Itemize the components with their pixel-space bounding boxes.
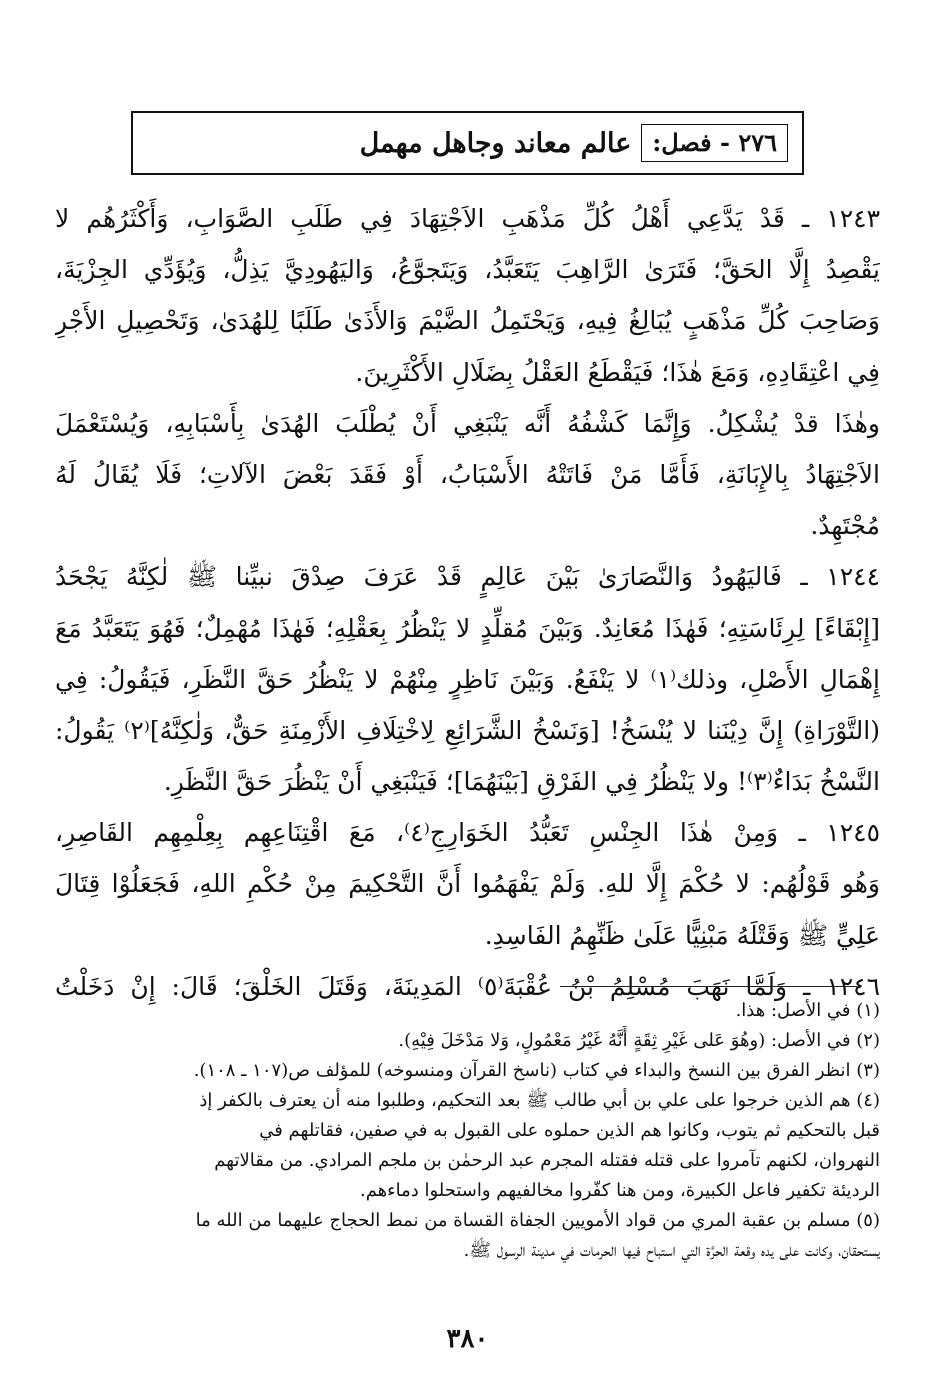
text-line: النَّسْخُ بَدَاءٌ⁽٣⁾! ولا يَنْظُرُ فِي الفَرْقِ [بَيْنَهُمَا]؛ فَيَنْبَغِي أَنْ يَنْظُرَ حَقَّ النَّظَرِ. xyxy=(163,767,880,797)
text-line: وهٰذَا قدْ يُشْكِلُ. وَإِنَّمَا كَشْفُهُ أَنَّه يَنْبَغِي أَنْ يُطْلَبَ الهُدَىٰ بِأَسْبَابِهِ، وَيُسْتَعْمَلَ xyxy=(55,408,880,438)
footnotes xyxy=(55,996,880,1266)
text-line: (التَّوْرَاةِ) إِنَّ دِيْنَنا لا يُنْسَخُ! [وَنَسْخُ الشَّرَائِعِ لِاخْتِلَافِ الأَزْمِنَةِ حَقٌّ، وَلٰكِنَّهُ]⁽٢⁾ يَقُولُ: xyxy=(55,715,880,745)
text-line: ١٢٤٣ ـ قَدْ يَدَّعِي أَهْلُ كُلِّ مَذْهَبِ الاَجْتِهَادَ فِي طَلَبِ الصَّوَابِ، وَأَكْثَرُهُم لا xyxy=(55,204,880,233)
footnote-line: (٢) في الأصل: (وهُوَ عَلى غَيْرِ ثِقَةٍ أَنَّهُ غَيْرُ مَعْمُولٍ، وَلا مَدْخَلَ فِيْهِ). xyxy=(398,1030,880,1051)
text-line: عَلِيٍّ ﷺ وَقَتْلَهُ مَبْنِيًّا عَلَىٰ ظَنِّهِمُ الفَاسِدِ. xyxy=(484,920,880,950)
footnote-line: يستحقان، وكانت على يده وقعة الحرَّة التي استباح فيها الحرمات في مدينة الرسول ﷺ. xyxy=(463,1240,880,1261)
text-line: فِي اعْتِقَادِهِ، وَمَعَ هٰذَا؛ فَيَقْطَعُ العَقْلُ بِضَلَالِ الأَكْثَرِينَ. xyxy=(355,357,880,387)
footnote-line: النهروان، لكنهم تآمروا على قتله فقتله المجرم عبد الرحمٰن بن ملجم المرادي. من مقالاتهم xyxy=(214,1150,880,1171)
footnote-line: (٣) انظر الفرق بين النسخ والبداء في كتاب (ناسخ القرآن ومنسوخه) للمؤلف ص(١٠٧ ـ ١٠٨). xyxy=(193,1060,880,1081)
text-line: مُجْتَهِدٌ. xyxy=(810,511,880,541)
main-text xyxy=(55,193,880,1012)
section-title-box xyxy=(131,111,804,175)
text-line: ١٢٤٤ ـ فَاليَهُودُ وَالنَّصَارَىٰ بَيْنَ عَالِمٍ قَدْ عَرَفَ صِدْقَ نبيِّنا ﷺ لٰكِنَّهُ يَجْحَدُ xyxy=(55,562,880,592)
footnote-line: قبل بالتحكيم ثم يتوب، وكانوا هم الذين حملوه على القبول به في صفين، فقاتلهم في xyxy=(259,1120,880,1141)
text-line: إِهْمَالِ الأَصْلِ، وذلك⁽١⁾ لا يَنْفَعُ. وَبَيْنَ نَاظِرٍ مِنْهُمْ لا يَنْظُرُ حَقَّ النَّظَرِ، فَيَقُولُ: فِي xyxy=(55,664,880,694)
page-number: ٣٨٠ xyxy=(446,1324,489,1354)
text-line: [إِبْقَاءً] لِرِئَاسَتِهِ؛ فَهٰذَا مُعَانِدٌ. وَبَيْنَ مُقلِّدٍ لا يَنْظُرُ بِعَقْلِهِ؛ فَهٰذَا مُهْمِلٌ؛ فَهُوَ يَتَعَبَّدُ مَعَ xyxy=(55,613,880,643)
footnote-line: الرديئة تكفير فاعل الكبيرة، ومن هنا كفّروا مخالفيهم واستحلوا دماءهم. xyxy=(359,1180,880,1201)
text-line: ١٢٤٥ ـ وَمِنْ هٰذَا الجِنْسِ تَعَبُّدُ الخَوَارِجِ⁽٤⁾، مَعَ اقْتِنَاعِهِم بِعِلْمِهِم القَاصِرِ، xyxy=(55,818,880,848)
text-line: وَهُو قَوْلُهُم: لا حُكْمَ إِلَّا للهِ. وَلَمْ يَفْهَمُوا أَنَّ التَّحْكِيمَ مِنْ حُكْمِ اللهِ، فَجَعَلُوْا قِتَالَ xyxy=(55,869,880,899)
footnote-line: (٤) هم الذين خرجوا على علي بن أبي طالب ﷺ بعد التحكيم، وطلبوا منه أن يعترف بالكفر إذ xyxy=(199,1090,880,1111)
text-line: ١٢٤٦ ـ وَلَمَّا نَهَبَ مُسْلِمُ بْنُ عُقْبَةَ⁽٥⁾ المَدِينَةَ، وَقَتَلَ الخَلْقَ؛ قَالَ: إِنْ دَخَلْتُ xyxy=(55,971,880,1001)
text-line: الاَجْتِهَادُ بِالإِبَانَةِ، فَأَمَّا مَنْ فَاتَتْهُ الأَسْبَابُ، أَوْ فَقَدَ بَعْضَ الآلاتِ؛ فَلَا يُقَالُ لَهُ xyxy=(55,459,880,489)
footnote-line: (١) في الأصل: هذا. xyxy=(735,1000,880,1021)
footnote-separator xyxy=(560,986,857,987)
section-heading: عالم معاند وجاهل مهمل xyxy=(359,127,632,159)
text-line: وَصَاحِبَ كُلِّ مَذْهَبٍ يُبَالِغُ فِيهِ، وَيَحْتَمِلُ الضَّيْمَ وَالأَذَىٰ طَلَبًا لِلهُدَىٰ، وَتَحْصِيلِ الأَجْرِ xyxy=(55,306,880,336)
section-number-label: ٢٧٦ - فصل: xyxy=(641,124,788,162)
footnote-line: (٥) مسلم بن عقبة المري من قواد الأمويين الجفاة القساة من نمط الحجاج عليهما من الله ما xyxy=(195,1210,880,1231)
text-line: يَقْصِدُ إِلَّا الحَقَّ؛ فَتَرَىٰ الرَّاهِبَ يَتَعَبَّدُ، وَيَتَجوَّعُ، وَاليَهُودِيَّ يَذِلُّ، وَيُؤَدِّي الجِزْيَةَ، xyxy=(55,255,880,285)
section-title xyxy=(360,125,788,161)
